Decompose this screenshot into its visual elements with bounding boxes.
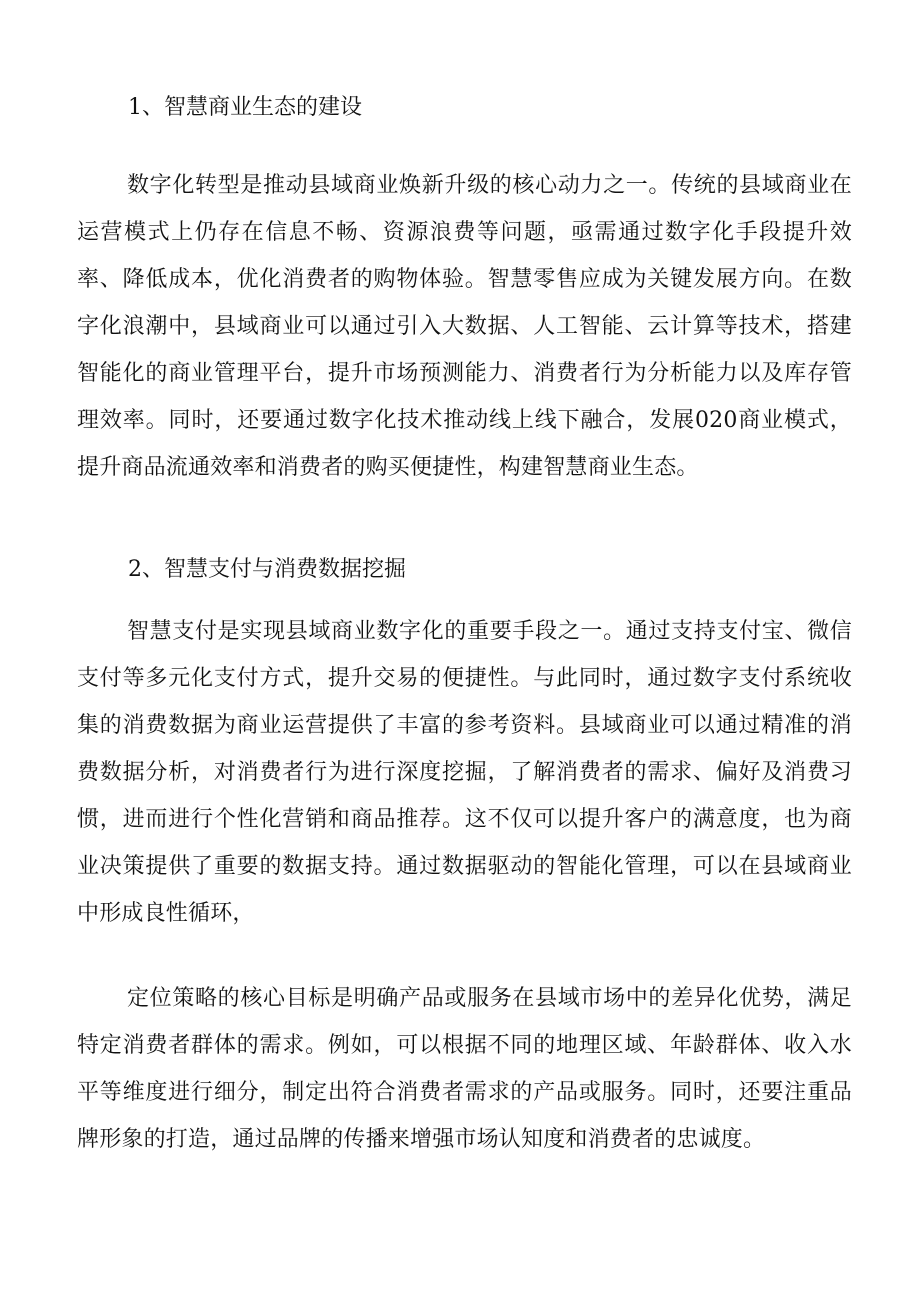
section-paragraph-1: 数字化转型是推动县域商业焕新升级的核心动力之一。传统的县域商业在运营模式上仍存在信息不畅、资源浪费等问题，亟需通过数字化手段提升效率、降低成本，优化消费者的购物体验。智慧零售应成为关键发展方向。在数字化浪潮中，县域商业可以通过引入大数据、人工智能、云计算等技术，搭建智能化的商业管理平台，提升市场预测能力、消费者行为分析能力以及库存管理效率。同时，还要通过数字化技术推动线上线下融合，发展020商业模式，提升商品流通效率和消费者的购买便捷性，构建智慧商业生态。 bbox=[77, 173, 852, 480]
section-heading-2: 2、智慧支付与消费数据挖掘 bbox=[128, 557, 406, 582]
section-heading-1: 1、智慧商业生态的建设 bbox=[128, 95, 362, 120]
closing-paragraph: 定位策略的核心目标是明确产品或服务在县域市场中的差异化优势，满足特定消费者群体的需求。例如，可以根据不同的地理区域、年龄群体、收入水平等维度进行细分，制定出符合消费者需求的产品或服务。同时，还要注重品牌形象的打造，通过品牌的传播来增强市场认知度和消费者的忠诚度。 bbox=[77, 986, 852, 1152]
section-paragraph-2: 智慧支付是实现县域商业数字化的重要手段之一。通过支持支付宝、微信支付等多元化支付方式，提升交易的便捷性。与此同时，通过数字支付系统收集的消费数据为商业运营提供了丰富的参考资料。县域商业可以通过精准的消费数据分析，对消费者行为进行深度挖掘，了解消费者的需求、偏好及消费习惯，进而进行个性化营销和商品推荐。这不仅可以提升客户的满意度，也为商业决策提供了重要的数据支持。通过数据驱动的智能化管理，可以在县域商业中形成良性循环， bbox=[77, 619, 852, 926]
